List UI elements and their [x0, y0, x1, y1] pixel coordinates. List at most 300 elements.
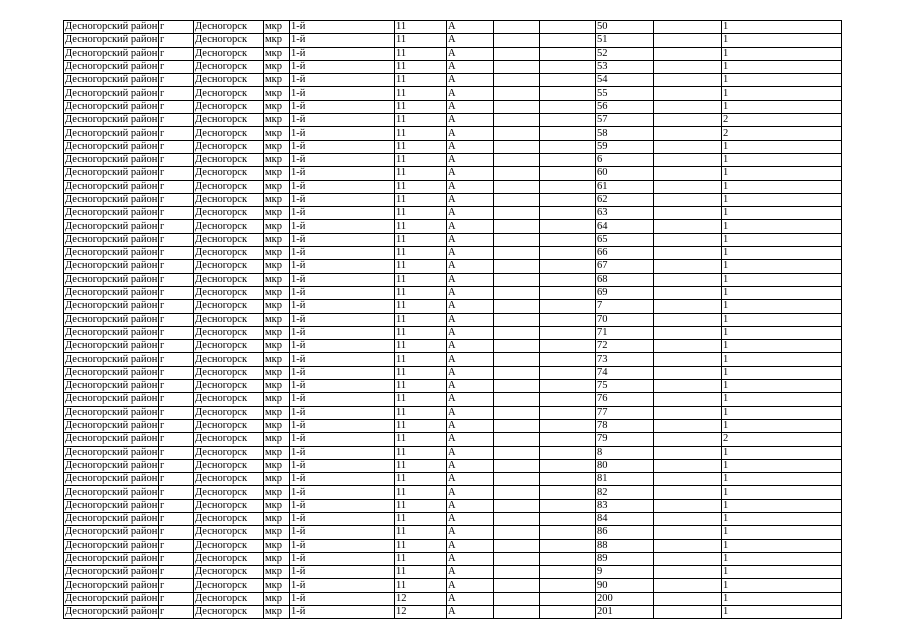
apartment-cell: 8: [596, 446, 654, 459]
building-cell: [494, 127, 540, 140]
count-cell: 1: [722, 21, 842, 34]
district-cell: Десногорский район: [65, 459, 158, 471]
table-row: [64, 34, 842, 47]
count-cell: 1: [722, 486, 842, 499]
building-cell: [494, 526, 540, 539]
city-cell: Десногорск: [194, 340, 264, 353]
room-cell: [654, 193, 722, 206]
settlement-type-cell: г: [159, 326, 194, 339]
district-cell: Десногорский район: [65, 513, 158, 525]
count-cell: 1: [722, 300, 842, 313]
area-name-cell: 1-й: [290, 486, 395, 499]
house-cell: 11: [395, 193, 447, 206]
apartment-cell: 201: [596, 606, 654, 619]
count-cell: 1: [722, 592, 842, 605]
room-cell: [654, 233, 722, 246]
structure-cell: [540, 526, 596, 539]
settlement-type-cell: г: [159, 47, 194, 60]
structure-cell: [540, 406, 596, 419]
area-name-cell: 1-й: [290, 526, 395, 539]
city-cell: Десногорск: [194, 260, 264, 273]
area-type-cell: мкр: [264, 406, 290, 419]
room-cell: [654, 366, 722, 379]
city-cell: Десногорск: [194, 393, 264, 406]
count-cell: 1: [722, 552, 842, 565]
settlement-type-cell: г: [159, 21, 194, 34]
area-name-cell: 1-й: [290, 326, 395, 339]
table-row: [64, 366, 842, 379]
letter-cell: А: [447, 566, 494, 579]
house-cell: 11: [395, 539, 447, 552]
district-cell: Десногорский район: [65, 406, 158, 418]
settlement-type-cell: г: [159, 366, 194, 379]
area-type-cell: мкр: [264, 21, 290, 34]
count-cell: 1: [722, 193, 842, 206]
settlement-type-cell: г: [159, 340, 194, 353]
structure-cell: [540, 326, 596, 339]
area-name-cell: 1-й: [290, 167, 395, 180]
district-cell: Десногорский район: [65, 579, 158, 591]
structure-cell: [540, 579, 596, 592]
building-cell: [494, 233, 540, 246]
building-cell: [494, 60, 540, 73]
letter-cell: А: [447, 340, 494, 353]
structure-cell: [540, 353, 596, 366]
area-name-cell: 1-й: [290, 592, 395, 605]
apartment-cell: 9: [596, 566, 654, 579]
area-name-cell: 1-й: [290, 273, 395, 286]
area-type-cell: мкр: [264, 220, 290, 233]
building-cell: [494, 340, 540, 353]
count-cell: 1: [722, 153, 842, 166]
count-cell: 1: [722, 606, 842, 619]
area-name-cell: 1-й: [290, 220, 395, 233]
building-cell: [494, 433, 540, 446]
house-cell: 11: [395, 247, 447, 260]
apartment-cell: 57: [596, 114, 654, 127]
settlement-type-cell: г: [159, 539, 194, 552]
building-cell: [494, 180, 540, 193]
letter-cell: А: [447, 406, 494, 419]
letter-cell: А: [447, 193, 494, 206]
count-cell: 1: [722, 273, 842, 286]
structure-cell: [540, 286, 596, 299]
house-cell: 12: [395, 606, 447, 619]
structure-cell: [540, 100, 596, 113]
district-cell: Десногорский район: [65, 539, 158, 551]
area-name-cell: 1-й: [290, 446, 395, 459]
city-cell: Десногорск: [194, 499, 264, 512]
building-cell: [494, 459, 540, 472]
area-type-cell: мкр: [264, 380, 290, 393]
structure-cell: [540, 114, 596, 127]
count-cell: 1: [722, 473, 842, 486]
room-cell: [654, 380, 722, 393]
structure-cell: [540, 313, 596, 326]
room-cell: [654, 313, 722, 326]
area-type-cell: мкр: [264, 566, 290, 579]
building-cell: [494, 499, 540, 512]
count-cell: 1: [722, 247, 842, 260]
apartment-cell: 54: [596, 74, 654, 87]
structure-cell: [540, 419, 596, 432]
city-cell: Десногорск: [194, 592, 264, 605]
letter-cell: А: [447, 366, 494, 379]
house-cell: 11: [395, 366, 447, 379]
count-cell: 1: [722, 393, 842, 406]
letter-cell: А: [447, 473, 494, 486]
building-cell: [494, 273, 540, 286]
apartment-cell: 59: [596, 140, 654, 153]
city-cell: Десногорск: [194, 326, 264, 339]
apartment-cell: 78: [596, 419, 654, 432]
house-cell: 11: [395, 486, 447, 499]
room-cell: [654, 473, 722, 486]
count-cell: 1: [722, 233, 842, 246]
district-cell: Десногорский район: [65, 34, 158, 46]
apartment-cell: 77: [596, 406, 654, 419]
area-type-cell: мкр: [264, 419, 290, 432]
district-cell: Десногорский район: [65, 326, 158, 338]
city-cell: Десногорск: [194, 300, 264, 313]
house-cell: 11: [395, 566, 447, 579]
district-cell: Десногорский район: [65, 247, 158, 259]
city-cell: Десногорск: [194, 313, 264, 326]
area-type-cell: мкр: [264, 47, 290, 60]
settlement-type-cell: г: [159, 60, 194, 73]
area-name-cell: 1-й: [290, 366, 395, 379]
structure-cell: [540, 340, 596, 353]
room-cell: [654, 539, 722, 552]
letter-cell: А: [447, 34, 494, 47]
city-cell: Десногорск: [194, 606, 264, 619]
apartment-cell: 76: [596, 393, 654, 406]
table-row: [64, 393, 842, 406]
district-cell: Десногорский район: [65, 87, 158, 99]
structure-cell: [540, 300, 596, 313]
house-cell: 11: [395, 406, 447, 419]
count-cell: 1: [722, 340, 842, 353]
count-cell: 1: [722, 419, 842, 432]
table-row: [64, 114, 842, 127]
area-name-cell: 1-й: [290, 193, 395, 206]
district-cell: Десногорский район: [65, 114, 158, 126]
building-cell: [494, 207, 540, 220]
city-cell: Десногорск: [194, 74, 264, 87]
area-name-cell: 1-й: [290, 552, 395, 565]
structure-cell: [540, 273, 596, 286]
city-cell: Десногорск: [194, 539, 264, 552]
building-cell: [494, 153, 540, 166]
area-name-cell: 1-й: [290, 247, 395, 260]
apartment-cell: 6: [596, 153, 654, 166]
apartment-cell: 64: [596, 220, 654, 233]
settlement-type-cell: г: [159, 433, 194, 446]
room-cell: [654, 140, 722, 153]
table-row: [64, 286, 842, 299]
apartment-cell: 51: [596, 34, 654, 47]
district-cell: Десногорский район: [65, 380, 158, 392]
settlement-type-cell: г: [159, 247, 194, 260]
letter-cell: А: [447, 446, 494, 459]
count-cell: 1: [722, 260, 842, 273]
area-name-cell: 1-й: [290, 340, 395, 353]
count-cell: 1: [722, 313, 842, 326]
area-type-cell: мкр: [264, 233, 290, 246]
building-cell: [494, 21, 540, 34]
city-cell: Десногорск: [194, 193, 264, 206]
district-cell: Десногорский район: [65, 393, 158, 405]
apartment-cell: 68: [596, 273, 654, 286]
table-row: [64, 526, 842, 539]
area-name-cell: 1-й: [290, 300, 395, 313]
building-cell: [494, 313, 540, 326]
letter-cell: А: [447, 313, 494, 326]
district-cell: Десногорский район: [65, 207, 158, 219]
structure-cell: [540, 380, 596, 393]
area-name-cell: 1-й: [290, 140, 395, 153]
house-cell: 11: [395, 180, 447, 193]
count-cell: 2: [722, 127, 842, 140]
house-cell: 11: [395, 300, 447, 313]
district-cell: Десногорский район: [65, 353, 158, 365]
count-cell: 1: [722, 446, 842, 459]
city-cell: Десногорск: [194, 286, 264, 299]
area-type-cell: мкр: [264, 579, 290, 592]
room-cell: [654, 47, 722, 60]
house-cell: 11: [395, 87, 447, 100]
letter-cell: А: [447, 180, 494, 193]
room-cell: [654, 579, 722, 592]
table-row: [64, 606, 842, 619]
table-row: [64, 21, 842, 34]
district-cell: Десногорский район: [65, 592, 158, 604]
table-row: [64, 380, 842, 393]
apartment-cell: 65: [596, 233, 654, 246]
area-name-cell: 1-й: [290, 579, 395, 592]
city-cell: Десногорск: [194, 579, 264, 592]
settlement-type-cell: г: [159, 393, 194, 406]
area-type-cell: мкр: [264, 459, 290, 472]
structure-cell: [540, 473, 596, 486]
table-row: [64, 512, 842, 525]
building-cell: [494, 552, 540, 565]
table-row: [64, 579, 842, 592]
count-cell: 2: [722, 114, 842, 127]
area-name-cell: 1-й: [290, 207, 395, 220]
area-name-cell: 1-й: [290, 233, 395, 246]
district-cell: Десногорский район: [65, 566, 158, 578]
structure-cell: [540, 47, 596, 60]
area-type-cell: мкр: [264, 127, 290, 140]
building-cell: [494, 419, 540, 432]
house-cell: 11: [395, 340, 447, 353]
area-name-cell: 1-й: [290, 539, 395, 552]
building-cell: [494, 393, 540, 406]
structure-cell: [540, 539, 596, 552]
room-cell: [654, 74, 722, 87]
room-cell: [654, 499, 722, 512]
building-cell: [494, 539, 540, 552]
table-row: [64, 247, 842, 260]
district-cell: Десногорский район: [65, 100, 158, 112]
city-cell: Десногорск: [194, 167, 264, 180]
letter-cell: А: [447, 539, 494, 552]
table-body: [64, 21, 842, 619]
area-type-cell: мкр: [264, 74, 290, 87]
area-type-cell: мкр: [264, 473, 290, 486]
address-table: [63, 20, 842, 619]
letter-cell: А: [447, 353, 494, 366]
area-name-cell: 1-й: [290, 380, 395, 393]
building-cell: [494, 380, 540, 393]
house-cell: 11: [395, 512, 447, 525]
letter-cell: А: [447, 579, 494, 592]
area-type-cell: мкр: [264, 326, 290, 339]
count-cell: 1: [722, 512, 842, 525]
count-cell: 1: [722, 526, 842, 539]
area-type-cell: мкр: [264, 87, 290, 100]
city-cell: Десногорск: [194, 100, 264, 113]
settlement-type-cell: г: [159, 459, 194, 472]
settlement-type-cell: г: [159, 300, 194, 313]
settlement-type-cell: г: [159, 406, 194, 419]
structure-cell: [540, 180, 596, 193]
letter-cell: А: [447, 433, 494, 446]
letter-cell: А: [447, 552, 494, 565]
table-row: [64, 566, 842, 579]
apartment-cell: 82: [596, 486, 654, 499]
settlement-type-cell: г: [159, 606, 194, 619]
settlement-type-cell: г: [159, 566, 194, 579]
district-cell: Десногорский район: [65, 74, 158, 86]
count-cell: 1: [722, 366, 842, 379]
table-row: [64, 473, 842, 486]
settlement-type-cell: г: [159, 473, 194, 486]
building-cell: [494, 74, 540, 87]
table-row: [64, 87, 842, 100]
table-row: [64, 300, 842, 313]
count-cell: 1: [722, 286, 842, 299]
area-type-cell: мкр: [264, 539, 290, 552]
area-name-cell: 1-й: [290, 114, 395, 127]
table-row: [64, 140, 842, 153]
house-cell: 11: [395, 220, 447, 233]
house-cell: 11: [395, 100, 447, 113]
settlement-type-cell: г: [159, 273, 194, 286]
area-type-cell: мкр: [264, 100, 290, 113]
house-cell: 11: [395, 446, 447, 459]
city-cell: Десногорск: [194, 153, 264, 166]
building-cell: [494, 114, 540, 127]
area-type-cell: мкр: [264, 340, 290, 353]
city-cell: Десногорск: [194, 486, 264, 499]
apartment-cell: 55: [596, 87, 654, 100]
settlement-type-cell: г: [159, 100, 194, 113]
count-cell: 1: [722, 380, 842, 393]
area-type-cell: мкр: [264, 366, 290, 379]
area-name-cell: 1-й: [290, 313, 395, 326]
area-type-cell: мкр: [264, 512, 290, 525]
area-name-cell: 1-й: [290, 47, 395, 60]
city-cell: Десногорск: [194, 21, 264, 34]
district-cell: Десногорский район: [65, 220, 158, 232]
house-cell: 11: [395, 313, 447, 326]
table-row: [64, 60, 842, 73]
apartment-cell: 79: [596, 433, 654, 446]
letter-cell: А: [447, 100, 494, 113]
structure-cell: [540, 233, 596, 246]
settlement-type-cell: г: [159, 552, 194, 565]
house-cell: 11: [395, 273, 447, 286]
district-cell: Десногорский район: [65, 167, 158, 179]
district-cell: Десногорский район: [65, 260, 158, 272]
structure-cell: [540, 207, 596, 220]
building-cell: [494, 100, 540, 113]
apartment-cell: 73: [596, 353, 654, 366]
area-type-cell: мкр: [264, 552, 290, 565]
table-row: [64, 74, 842, 87]
letter-cell: А: [447, 393, 494, 406]
structure-cell: [540, 459, 596, 472]
apartment-cell: 69: [596, 286, 654, 299]
room-cell: [654, 566, 722, 579]
letter-cell: А: [447, 167, 494, 180]
house-cell: 12: [395, 592, 447, 605]
structure-cell: [540, 592, 596, 605]
settlement-type-cell: г: [159, 193, 194, 206]
house-cell: 11: [395, 34, 447, 47]
letter-cell: А: [447, 486, 494, 499]
structure-cell: [540, 486, 596, 499]
city-cell: Десногорск: [194, 566, 264, 579]
room-cell: [654, 340, 722, 353]
count-cell: 1: [722, 60, 842, 73]
area-name-cell: 1-й: [290, 406, 395, 419]
settlement-type-cell: г: [159, 592, 194, 605]
apartment-cell: 90: [596, 579, 654, 592]
city-cell: Десногорск: [194, 273, 264, 286]
room-cell: [654, 286, 722, 299]
city-cell: Десногорск: [194, 446, 264, 459]
city-cell: Десногорск: [194, 140, 264, 153]
city-cell: Десногорск: [194, 406, 264, 419]
house-cell: 11: [395, 140, 447, 153]
city-cell: Десногорск: [194, 433, 264, 446]
structure-cell: [540, 552, 596, 565]
table-row: [64, 233, 842, 246]
count-cell: 1: [722, 47, 842, 60]
letter-cell: А: [447, 326, 494, 339]
table-row: [64, 340, 842, 353]
area-type-cell: мкр: [264, 34, 290, 47]
letter-cell: А: [447, 47, 494, 60]
settlement-type-cell: г: [159, 380, 194, 393]
building-cell: [494, 247, 540, 260]
structure-cell: [540, 140, 596, 153]
building-cell: [494, 300, 540, 313]
structure-cell: [540, 393, 596, 406]
table-row: [64, 47, 842, 60]
area-type-cell: мкр: [264, 114, 290, 127]
room-cell: [654, 60, 722, 73]
apartment-cell: 61: [596, 180, 654, 193]
letter-cell: А: [447, 380, 494, 393]
room-cell: [654, 419, 722, 432]
district-cell: Десногорский район: [65, 526, 158, 538]
district-cell: Десногорский район: [65, 233, 158, 245]
table-row: [64, 552, 842, 565]
